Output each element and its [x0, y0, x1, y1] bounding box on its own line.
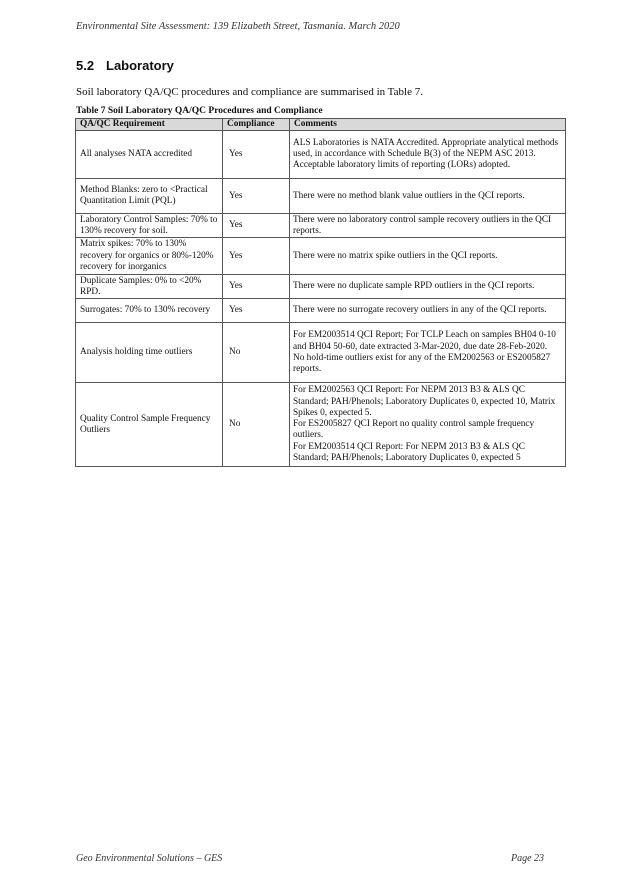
- comments-cell: [290, 383, 566, 467]
- table-header-row: [76, 119, 566, 131]
- column-header-requirement: QA/QC Requirement: [76, 119, 223, 131]
- comments-line: No hold-time outliers exist for any of the EM2002563 or ES2005827 reports.: [293, 352, 551, 375]
- qaqc-table: [75, 118, 566, 467]
- requirement-cell: All analyses NATA accredited: [76, 131, 223, 179]
- column-header-comments: Comments: [290, 119, 566, 131]
- comments-line: For ES2005827 QCI Report no quality control sample frequency outliers.: [293, 419, 535, 441]
- comments-cell: There were no duplicate sample RPD outliers in the QCI reports.: [290, 275, 566, 299]
- table-row: [76, 383, 566, 467]
- compliance-cell: Yes: [223, 238, 290, 275]
- comments-cell: There were no method blank value outliers in the QCI reports.: [290, 179, 566, 214]
- requirement-cell: Surrogates: 70% to 130% recovery: [76, 299, 223, 323]
- table-row: [76, 299, 566, 323]
- comments-cell: ALS Laboratories is NATA Accredited. Appropriate analytical methods used, in accordance with Schedule B(3) of the NEPM ASC 2013. Acceptable laboratory limits of reporting (LORs) adopted.: [290, 131, 566, 179]
- comments-line: For EM2002563 QCI Report: For NEPM 2013 B3 & ALS QC Standard; PAH/Phenols; Laboratory Duplicates 0, expected 10, Matrix Spikes 0, expected 5.: [293, 385, 556, 418]
- requirement-cell: Quality Control Sample Frequency Outliers: [76, 383, 223, 467]
- page-header: Environmental Site Assessment: 139 Elizabeth Street, Tasmania. March 2020: [76, 21, 400, 32]
- section-number: 5.2: [76, 58, 95, 73]
- column-header-compliance: Compliance: [223, 119, 290, 131]
- comments-cell: There were no matrix spike outliers in the QCI reports.: [290, 238, 566, 275]
- compliance-cell: Yes: [223, 131, 290, 179]
- footer-company: Geo Environmental Solutions – GES: [76, 853, 223, 864]
- section-title: Laboratory: [106, 58, 174, 73]
- intro-paragraph: Soil laboratory QA/QC procedures and compliance are summarised in Table 7.: [76, 86, 423, 98]
- requirement-cell: Laboratory Control Samples: 70% to 130% recovery for soil.: [76, 214, 223, 238]
- requirement-cell: Duplicate Samples: 0% to <20% RPD.: [76, 275, 223, 299]
- requirement-cell: Analysis holding time outliers: [76, 323, 223, 383]
- table-row: [76, 238, 566, 275]
- table-caption: Table 7 Soil Laboratory QA/QC Procedures and Compliance: [76, 106, 323, 116]
- table-row: [76, 275, 566, 299]
- comments-line: For EM2003514 QCI Report; For TCLP Leach on samples BH04 0-10 and BH04 50-60, date extracted 3-Mar-2020, due date 28-Feb-2020.: [293, 330, 556, 352]
- compliance-cell: Yes: [223, 179, 290, 214]
- table-row: [76, 323, 566, 383]
- footer-page-number: Page 23: [511, 853, 545, 864]
- table-row: [76, 131, 566, 179]
- compliance-cell: Yes: [223, 299, 290, 323]
- section-heading: [76, 58, 174, 73]
- comments-cell: There were no laboratory control sample recovery outliers in the QCI reports.: [290, 214, 566, 238]
- requirement-cell: Method Blanks: zero to <Practical Quantitation Limit (PQL): [76, 179, 223, 214]
- table-row: [76, 179, 566, 214]
- table-row: [76, 214, 566, 238]
- compliance-cell: Yes: [223, 214, 290, 238]
- compliance-cell: No: [223, 323, 290, 383]
- comments-cell: There were no surrogate recovery outliers in any of the QCI reports.: [290, 299, 566, 323]
- comments-line: For EM2003514 QCI Report: For NEPM 2013 B3 & ALS QC Standard; PAH/Phenols; Laboratory Duplicates 0, expected 5: [293, 441, 525, 464]
- compliance-cell: Yes: [223, 275, 290, 299]
- requirement-cell: Matrix spikes: 70% to 130% recovery for organics or 80%-120% recovery for inorganics: [76, 238, 223, 275]
- compliance-cell: No: [223, 383, 290, 467]
- comments-cell: [290, 323, 566, 383]
